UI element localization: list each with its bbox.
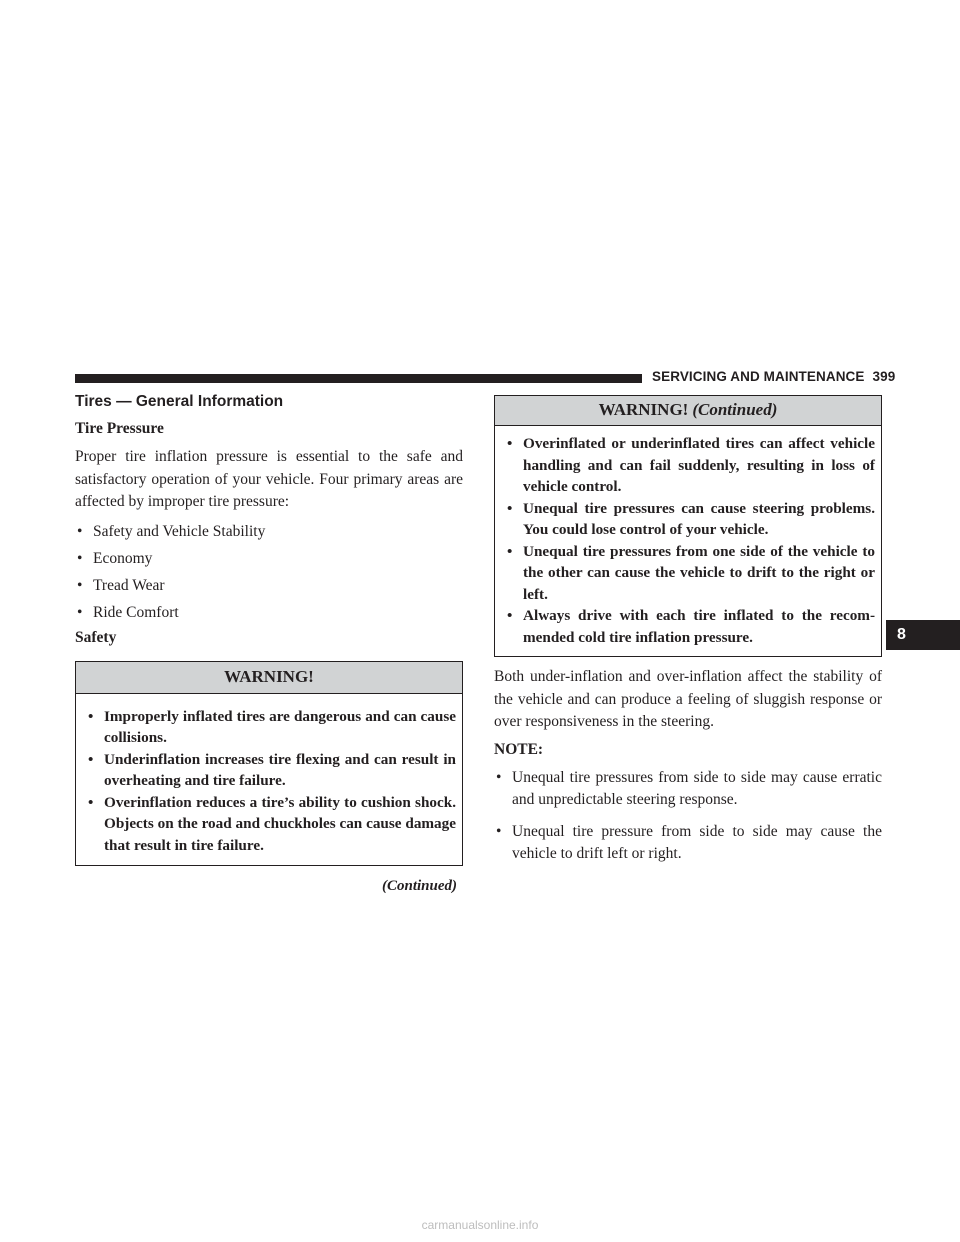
section-title: Tires — General Information: [75, 393, 284, 410]
bullet-icon: •: [507, 607, 513, 624]
warning-box: [75, 661, 463, 867]
right-column: [494, 395, 882, 870]
warning-body: [495, 426, 881, 656]
page-number: 399: [872, 369, 896, 384]
bullet-icon: •: [88, 707, 94, 725]
warning-item: • Improperly inflated tires are dangerous and can cause collisions.: [88, 707, 456, 746]
bullet-icon: •: [77, 576, 83, 594]
bullet-icon: •: [496, 822, 502, 840]
warning-body: [76, 694, 462, 866]
warning-item: • Always drive with each tire inflated to the recom- mended cold tire inflation pressure.: [507, 607, 875, 646]
left-column: [75, 390, 463, 895]
header-section: SERVICING AND MAINTENANCE: [652, 369, 865, 384]
bullet-icon: •: [77, 522, 83, 540]
warning-item: • Underinflation increases tire flexing and can result in overheating and tire failure.: [88, 750, 456, 789]
bullet-icon: •: [77, 603, 83, 621]
list-item: • Safety and Vehicle Stability: [75, 521, 463, 544]
header-rule: [75, 374, 642, 383]
running-header: [652, 369, 895, 384]
note-heading: NOTE:: [494, 740, 544, 758]
bullet-icon: •: [496, 768, 502, 786]
continued-note: (Continued): [381, 878, 457, 894]
bullet-icon: •: [77, 549, 83, 567]
warning-item: • Unequal tire pressures from one side of the vehicle to the other can cause the vehicle to drift to the right or left.: [507, 542, 875, 603]
watermark: carmanualsonline.info: [421, 1218, 539, 1232]
warning-box-continued: [494, 395, 882, 657]
list-item: • Economy: [75, 548, 463, 571]
affected-areas-list: [75, 521, 463, 625]
bullet-icon: •: [88, 750, 94, 768]
safety-heading: Safety: [75, 628, 117, 646]
stability-paragraph: Both under-inflation and over-inflation affect the stability of the vehicle and can produce a feeling of sluggish response or over responsiveness in the steering.: [494, 668, 882, 730]
bullet-icon: •: [88, 793, 94, 811]
bullet-icon: •: [507, 499, 513, 517]
notes-list: [494, 767, 882, 866]
list-item: • Unequal tire pressure from side to side may cause the vehicle to drift left or right.: [496, 822, 882, 862]
list-item: • Tread Wear: [75, 575, 463, 598]
warning-item: • Overinflation reduces a tire’s ability to cushion shock. Objects on the road and chuckholes can cause damage that result in tire failure.: [88, 793, 456, 854]
bullet-icon: •: [507, 542, 513, 560]
list-item: • Ride Comfort: [75, 602, 463, 625]
warning-item: • Overinflated or underinflated tires can affect vehicle handling and can fail suddenly, resulting in loss of vehicle control.: [507, 435, 875, 495]
tire-pressure-heading: Tire Pressure: [75, 420, 164, 437]
warning-title: WARNING! (Continued): [495, 396, 881, 426]
chapter-tab: 8: [886, 620, 960, 650]
intro-paragraph: Proper tire inflation pressure is essential to the safe and satisfactory operation of your vehicle. Four primary areas are affected by improper tire pressure:: [75, 448, 463, 510]
list-item: • Unequal tire pressures from side to side may cause erratic and unpredictable steering response.: [496, 768, 882, 808]
warning-title: WARNING!: [76, 662, 462, 694]
bullet-icon: •: [507, 435, 513, 452]
warning-item: • Unequal tire pressures can cause steering problems. You could lose control of your vehicle.: [507, 499, 875, 538]
